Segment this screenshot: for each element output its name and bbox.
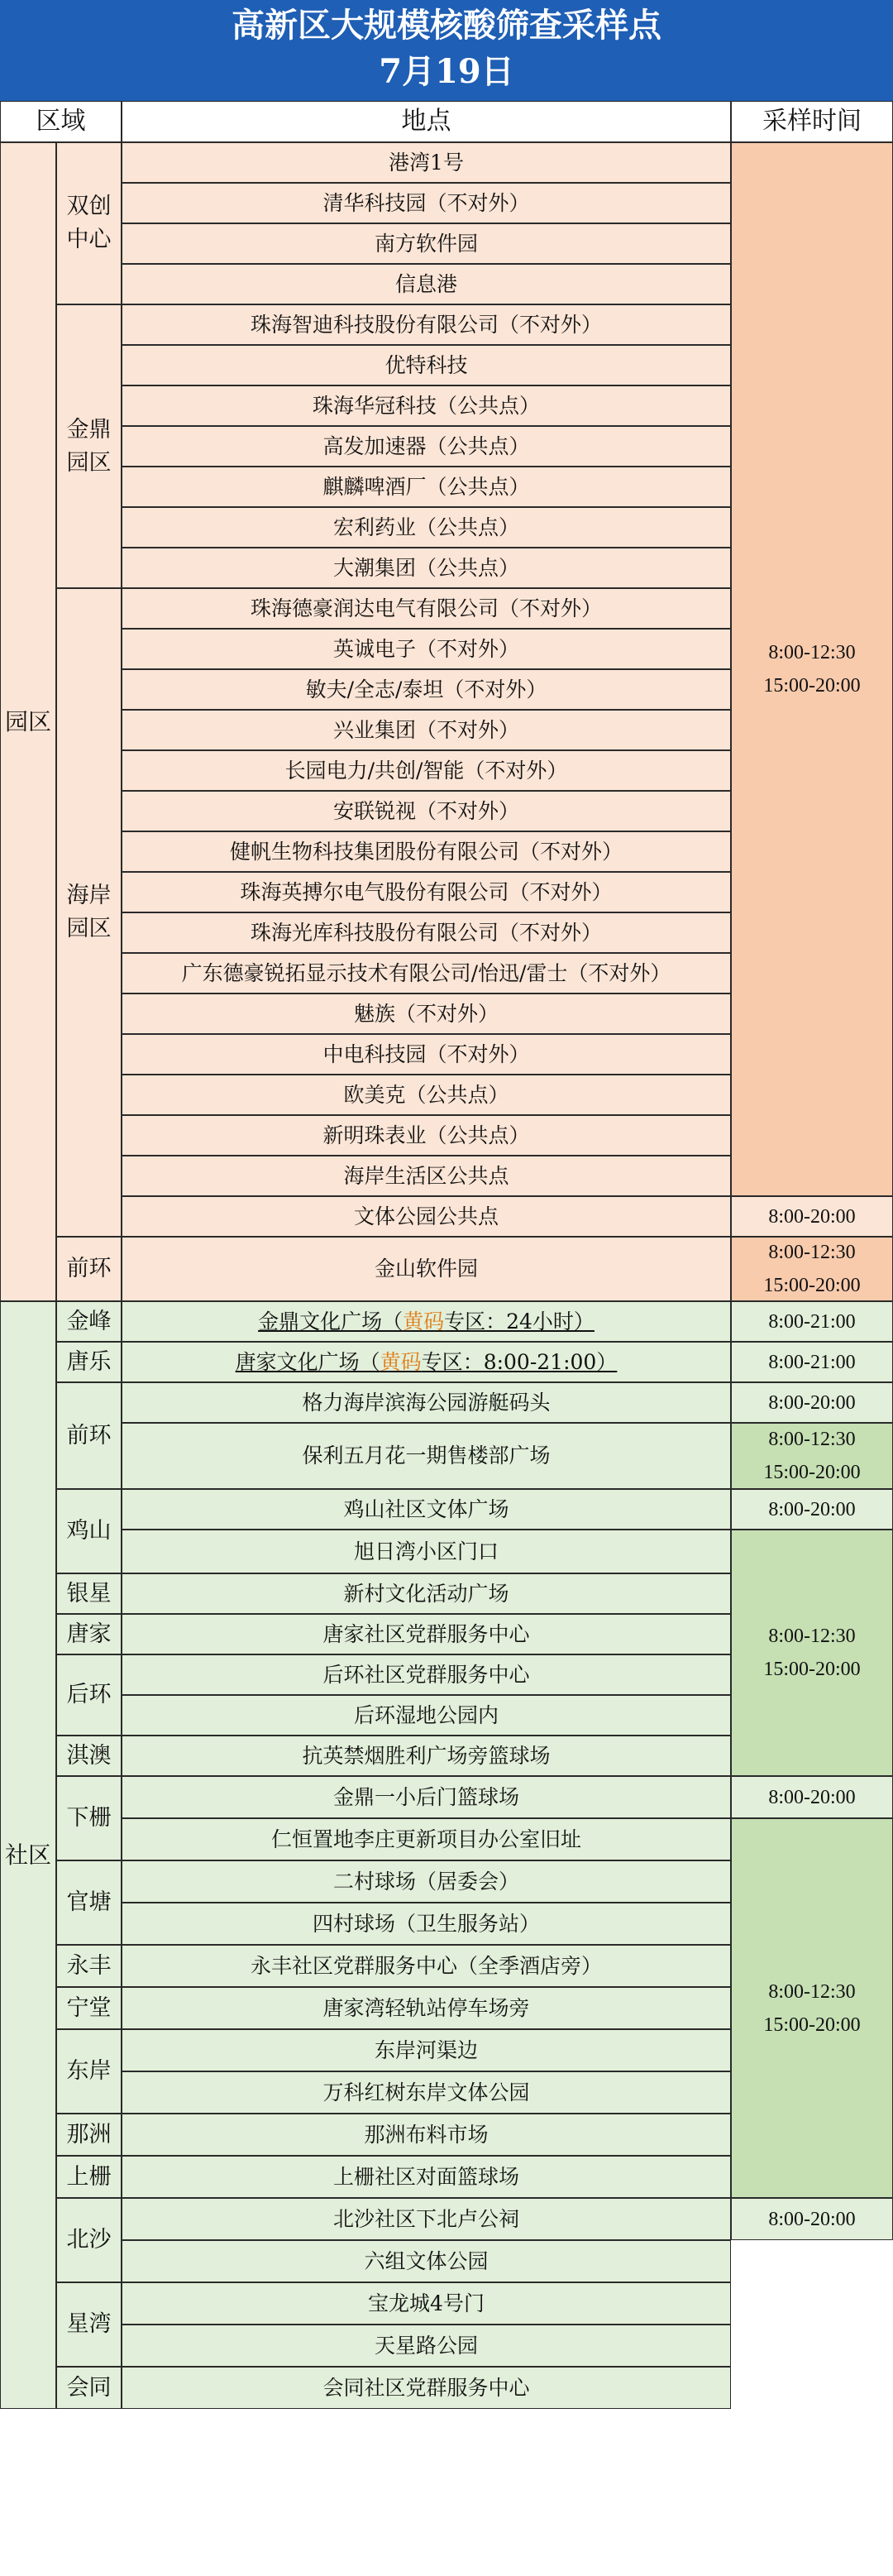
time-cell <box>731 1530 893 1776</box>
place-cell <box>122 1342 731 1382</box>
place-cell <box>122 1489 731 1530</box>
place-name: 宝龙城4号门 <box>368 2291 485 2315</box>
subarea-cell <box>56 2114 122 2156</box>
place-cell <box>122 548 731 588</box>
place-cell <box>122 507 731 548</box>
place-cell <box>122 1987 731 2029</box>
place-name: 珠海光库科技股份有限公司（不对外） <box>250 920 602 945</box>
place-name-suffix: 专区：24小时） <box>444 1309 595 1333</box>
place-name: 兴业集团（不对外） <box>332 717 519 742</box>
time-cell <box>731 1196 893 1237</box>
subarea-cell <box>56 1987 122 2029</box>
subarea-name: 会同 <box>66 2374 112 2401</box>
place-name: 天星路公园 <box>374 2333 478 2358</box>
time-cell <box>731 1342 893 1382</box>
place-cell <box>122 304 731 345</box>
place-name: 宏利药业（公共点） <box>332 515 519 539</box>
subarea-name: 金鼎园区 <box>66 416 112 476</box>
place-cell <box>122 872 731 912</box>
place-name: 新明珠表业（公共点） <box>322 1123 530 1147</box>
time-cell <box>731 1776 893 1818</box>
place-cell <box>122 1860 731 1903</box>
place-cell <box>122 1530 731 1573</box>
place-cell <box>122 142 731 183</box>
place-name: 珠海德豪润达电气有限公司（不对外） <box>250 596 602 620</box>
place-name: 港湾1号 <box>389 150 464 175</box>
subarea-cell <box>56 1382 122 1489</box>
place-cell <box>122 1695 731 1736</box>
place-name: 后环湿地公园内 <box>353 1702 499 1727</box>
time-cell <box>731 1301 893 1342</box>
place-cell <box>122 1654 731 1695</box>
subarea-cell <box>56 1301 122 1342</box>
place-name: 鸡山社区文体广场 <box>343 1496 509 1521</box>
place-cell <box>122 1156 731 1196</box>
zone-cell <box>0 1301 56 2409</box>
time-cell <box>731 1237 893 1301</box>
place-name: 仁恒置地李庄更新项目办公室旧址 <box>270 1827 581 1851</box>
place-cell <box>122 669 731 710</box>
yellow-code-label: 黄码 <box>403 1309 445 1333</box>
place-cell <box>122 345 731 385</box>
place-cell <box>122 710 731 750</box>
place-name: 四村球场（卫生服务站） <box>312 1911 540 1936</box>
place-cell <box>122 1423 731 1489</box>
column-header <box>122 101 731 142</box>
place-name: 高发加速器（公共点） <box>322 433 530 458</box>
subarea-name: 唐家 <box>66 1621 112 1647</box>
subarea-cell <box>56 2282 122 2367</box>
subarea-cell <box>56 1573 122 1614</box>
subarea-name: 下栅 <box>66 1805 112 1831</box>
zone-cell <box>0 142 56 1301</box>
place-name: 旭日湾小区门口 <box>353 1539 499 1563</box>
place-cell <box>122 1776 731 1818</box>
subarea-name: 那洲 <box>66 2121 112 2147</box>
place-cell <box>122 750 731 791</box>
subarea-cell <box>56 1237 122 1301</box>
place-name: 优特科技 <box>384 352 468 377</box>
place-cell <box>122 2198 731 2240</box>
subarea-cell <box>56 304 122 588</box>
place-cell <box>122 1115 731 1156</box>
place-name: 清华科技园（不对外） <box>322 190 530 215</box>
column-header <box>731 101 893 142</box>
time-cell-text: 8:00-21:00 <box>768 1310 856 1333</box>
place-name: 金山软件园 <box>374 1257 478 1281</box>
time-cell <box>731 1818 893 2198</box>
place-cell <box>122 2071 731 2114</box>
place-name: 六组文体公园 <box>364 2248 489 2273</box>
subarea-cell <box>56 1614 122 1654</box>
subarea-name: 北沙 <box>66 2227 112 2253</box>
place-cell <box>122 1614 731 1654</box>
time-cell <box>731 1489 893 1530</box>
subarea-name: 星湾 <box>66 2311 112 2337</box>
page-title: 高新区大规模核酸筛查采样点 <box>232 6 661 45</box>
place-name: 安联锐视（不对外） <box>332 798 519 823</box>
place-cell <box>122 791 731 831</box>
place-cell <box>122 1237 731 1301</box>
time-cell-line: 8:00-12:30 15:00-20:00 <box>763 1980 861 2036</box>
place-name: 敏夫/全志/泰坦（不对外） <box>305 677 547 701</box>
place-cell <box>122 385 731 426</box>
subarea-name: 官塘 <box>66 1889 112 1915</box>
subarea-name: 永丰 <box>66 1952 112 1979</box>
place-cell <box>122 1736 731 1776</box>
place-cell <box>122 994 731 1034</box>
place-cell <box>122 2114 731 2156</box>
zone-name: 园区 <box>4 707 51 735</box>
place-cell <box>122 1034 731 1075</box>
time-cell <box>731 2198 893 2240</box>
place-cell <box>122 426 731 467</box>
place-cell <box>122 223 731 264</box>
place-cell <box>122 912 731 953</box>
place-cell <box>122 629 731 669</box>
place-cell <box>122 1196 731 1237</box>
column-header-label: 地点 <box>401 107 451 136</box>
place-name: 那洲布料市场 <box>364 2122 489 2147</box>
place-name: 英诚电子（不对外） <box>332 636 519 661</box>
place-cell <box>122 183 731 223</box>
time-cell-text: 8:00-20:00 <box>768 1786 856 1808</box>
place-name: 金鼎文化广场（ <box>258 1309 404 1333</box>
place-cell <box>122 1075 731 1115</box>
time-cell <box>731 1423 893 1489</box>
subarea-cell <box>56 1860 122 1945</box>
subarea-name: 上栅 <box>66 2163 112 2190</box>
time-cell-line: 8:00-12:30 15:00-20:00 <box>763 1429 861 1483</box>
subarea-name: 双创中心 <box>66 194 112 252</box>
place-cell <box>122 2325 731 2367</box>
place-name: 永丰社区党群服务中心（全季酒店旁） <box>250 1953 602 1978</box>
place-cell <box>122 1382 731 1423</box>
place-name: 大潮集团（公共点） <box>332 555 519 580</box>
place-name: 格力海岸滨海公园游艇码头 <box>302 1390 551 1415</box>
place-cell <box>122 1573 731 1614</box>
time-cell-text: 8:00-20:00 <box>768 1498 856 1520</box>
subarea-cell <box>56 2029 122 2114</box>
time-cell <box>731 142 893 1196</box>
place-name: 保利五月花一期售楼部广场 <box>302 1444 551 1468</box>
place-name: 北沙社区下北卢公祠 <box>332 2206 519 2231</box>
subarea-cell <box>56 1776 122 1860</box>
place-name: 东岸河渠边 <box>374 2037 478 2062</box>
time-cell-line: 8:00-12:30 15:00-20:00 <box>763 1626 861 1680</box>
place-name: 抗英禁烟胜利广场旁篮球场 <box>302 1743 551 1768</box>
place-cell <box>122 1903 731 1945</box>
place-name-suffix: 专区：8:00-21:00） <box>421 1349 618 1374</box>
subarea-name: 银星 <box>66 1580 112 1606</box>
subarea-cell <box>56 142 122 304</box>
place-name: 后环社区党群服务中心 <box>322 1662 530 1687</box>
place-name: 珠海英搏尔电气股份有限公司（不对外） <box>240 879 613 904</box>
subarea-name: 东岸 <box>66 2058 112 2084</box>
subarea-name: 后环 <box>66 1682 112 1707</box>
place-cell <box>122 2240 731 2282</box>
place-name: 金鼎一小后门篮球场 <box>332 1784 519 1809</box>
place-name: 海岸生活区公共点 <box>343 1163 509 1188</box>
column-header <box>0 101 122 142</box>
subarea-name: 海岸园区 <box>66 883 112 941</box>
place-cell <box>122 467 731 507</box>
subarea-cell <box>56 1945 122 1987</box>
place-cell <box>122 2156 731 2198</box>
subarea-cell <box>56 1736 122 1776</box>
place-name: 上栅社区对面篮球场 <box>332 2164 519 2189</box>
place-cell <box>122 2282 731 2325</box>
place-cell <box>122 588 731 629</box>
yellow-code-label: 黄码 <box>380 1349 422 1374</box>
subarea-cell <box>56 1342 122 1382</box>
time-cell-line: 8:00-12:30 15:00-20:00 <box>763 1242 861 1296</box>
time-cell-text: 8:00-21:00 <box>768 1351 856 1373</box>
place-name: 中电科技园（不对外） <box>322 1041 530 1066</box>
place-name: 文体公园公共点 <box>353 1204 499 1228</box>
place-name: 欧美克（公共点） <box>343 1082 509 1107</box>
place-cell <box>122 2367 731 2409</box>
place-cell <box>122 264 731 304</box>
time-cell-text: 8:00-20:00 <box>768 1205 856 1228</box>
place-name: 二村球场（居委会） <box>332 1869 519 1894</box>
place-name: 唐家社区党群服务中心 <box>322 1621 530 1646</box>
place-cell <box>122 1818 731 1860</box>
column-header-label: 区域 <box>36 107 86 136</box>
subarea-cell <box>56 2156 122 2198</box>
place-name: 珠海华冠科技（公共点） <box>312 393 540 418</box>
place-name: 信息港 <box>394 271 457 296</box>
place-cell <box>122 1301 731 1342</box>
subarea-name: 前环 <box>66 1256 112 1281</box>
subarea-name: 金峰 <box>66 1308 112 1334</box>
place-cell <box>122 953 731 994</box>
place-name: 唐家湾轻轨站停车场旁 <box>322 1995 530 2020</box>
place-cell <box>122 1945 731 1987</box>
place-name: 广东德豪锐拓显示技术有限公司/怡迅/雷士（不对外） <box>181 960 671 985</box>
subarea-name: 唐乐 <box>66 1348 112 1375</box>
place-name: 会同社区党群服务中心 <box>322 2375 530 2400</box>
subarea-name: 鸡山 <box>66 1518 112 1544</box>
subarea-cell <box>56 2198 122 2282</box>
place-name: 珠海智迪科技股份有限公司（不对外） <box>250 312 602 337</box>
subarea-name: 宁堂 <box>66 1994 112 2021</box>
subarea-cell <box>56 1654 122 1736</box>
time-cell <box>731 1382 893 1423</box>
place-name: 新村文化活动广场 <box>343 1581 509 1606</box>
place-cell <box>122 2029 731 2071</box>
subarea-name: 前环 <box>66 1422 112 1448</box>
place-name: 长园电力/共创/智能（不对外） <box>284 758 568 783</box>
place-name: 麒麟啤酒厂（公共点） <box>322 474 530 499</box>
time-cell-text: 8:00-20:00 <box>768 1391 856 1414</box>
subarea-cell <box>56 2367 122 2409</box>
subarea-cell <box>56 1489 122 1573</box>
zone-name: 社区 <box>4 1841 51 1869</box>
column-header-label: 采样时间 <box>762 107 862 136</box>
page-date: 7月19日 <box>379 52 514 91</box>
place-name: 南方软件园 <box>374 231 478 256</box>
place-name: 万科红树东岸文体公园 <box>322 2080 530 2104</box>
place-name: 健帆生物科技集团股份有限公司（不对外） <box>229 839 623 864</box>
subarea-name: 淇澳 <box>66 1742 112 1769</box>
time-cell-line: 8:00-12:30 15:00-20:00 <box>763 642 861 697</box>
time-cell-text: 8:00-20:00 <box>768 2208 856 2230</box>
place-name: 唐家文化广场（ <box>235 1349 380 1374</box>
subarea-cell <box>56 588 122 1237</box>
place-name: 魅族（不对外） <box>353 1001 499 1026</box>
place-cell <box>122 831 731 872</box>
